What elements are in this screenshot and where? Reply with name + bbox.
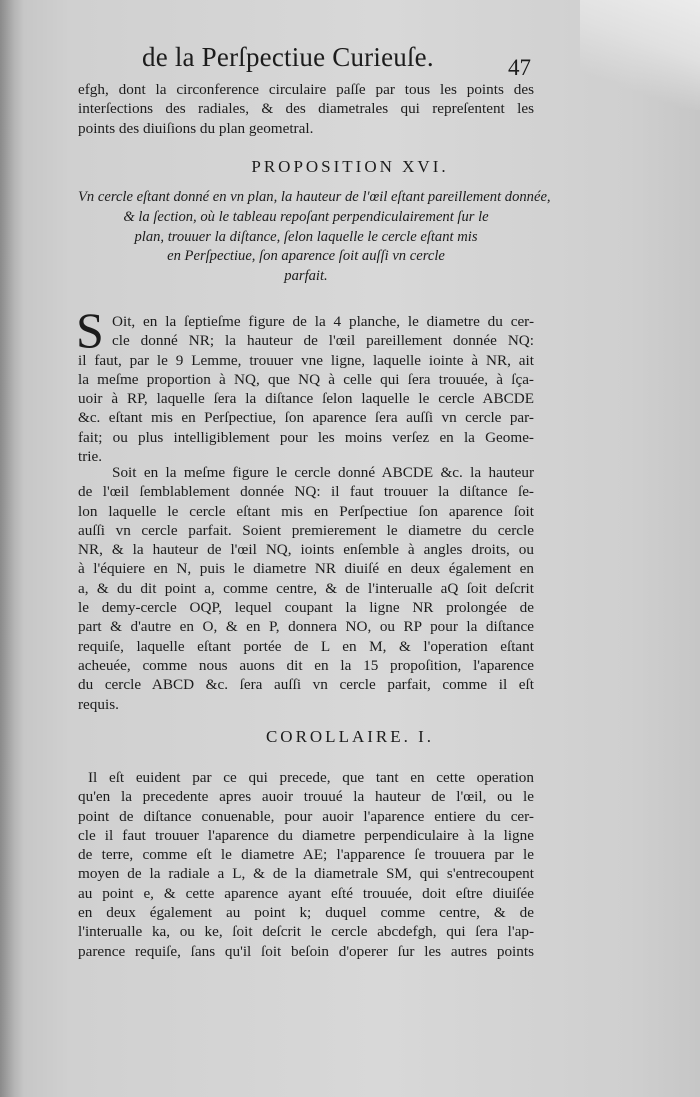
drop-cap: S xyxy=(76,302,104,358)
text-line: point de diſtance conuenable, pour auoir l'aparence entiere du cer- xyxy=(78,807,534,825)
text-line: part & d'autre en O, & en P, donnera NO, ou RP pour la diſtance xyxy=(78,618,534,636)
text-line: parence requiſe, ſans qu'il ſoit beſoin d'operer ſur les autres points xyxy=(78,942,534,960)
paragraph-2 xyxy=(78,463,534,714)
running-head: de la Perſpectiue Curieuſe. xyxy=(142,42,434,72)
page-number: 47 xyxy=(508,55,531,80)
text-line: moyen de la radiale a L, & de la diametrale SM, qui s'entrecoupent xyxy=(78,865,534,883)
intro-paragraph xyxy=(78,80,534,138)
text-line: interſections des radiales, & des diametrales qui repreſentent les xyxy=(78,100,534,118)
text-line: & la ſection, où le tableau repoſant perpendiculairement ſur le xyxy=(123,208,489,225)
text-line: la meſme proportion à NQ, que NQ à celle qui ſera trouuée, à ſça- xyxy=(78,370,534,388)
text-line: requiſe, laquelle eſtant portée de L en M, & l'operation eſtant xyxy=(78,637,534,655)
torn-corner xyxy=(580,0,700,110)
text-line: au point e, & cette aparence ayant eſté trouuée, doit eſtre diuiſée xyxy=(78,884,534,902)
text-line: NR, & la hauteur de l'œil NQ, ioints enſemble à angles droits, ou xyxy=(78,541,534,559)
text-line: &c. eſtant mis en Perſpectiue, ſon aparence ſera auſſi vn cercle par- xyxy=(78,409,534,427)
text-line: fait; ou plus intelligiblement pour les moins verſez en la Geome- xyxy=(78,428,534,446)
text-line: auſſi vn cercle parfait. Soient premierement le diametre du cercle xyxy=(78,521,534,539)
text-line: uoir à RP, laquelle ſera la diſtance ſelon laquelle le cercle ABCDE xyxy=(78,390,534,408)
text-line: en Perſpectiue, ſon aparence ſoit auſſi vn cercle xyxy=(167,248,445,265)
text-line: cle donné NR; la hauteur de l'œil pareillement donnée NQ: xyxy=(112,332,534,350)
text-line: points des diuiſions du plan geometral. xyxy=(78,119,314,137)
text-line: qu'en la precedente apres auoir trouué la hauteur de l'œil, ou le xyxy=(78,788,534,806)
text-line: il faut, par le 9 Lemme, trouuer vne ligne, laquelle iointe à NR, ait xyxy=(78,351,534,369)
text-line: de terre, comme eſt le diametre AE; l'apparence ſe trouuera par le xyxy=(78,846,534,864)
text-line: Vn cercle eſtant donné en vn plan, la hauteur de l'œil eſtant pareillement donnée, xyxy=(78,189,551,205)
text-line: le demy-cercle OQP, lequel coupant la ligne NR prolongée de xyxy=(78,599,534,617)
text-line: de l'œil ſemblablement donnée NQ: il faut trouuer la diſtance ſe- xyxy=(78,483,534,501)
text-line: du cercle ABCD &c. ſera auſſi vn cercle parfait, comme il eſt xyxy=(78,676,534,694)
text-line: Soit en la meſme figure le cercle donné ABCDE &c. la hauteur xyxy=(112,464,534,481)
text-line: en deux également au point k; duquel comme centre, & de xyxy=(78,904,534,922)
corollaire-heading: COROLLAIRE. I. xyxy=(265,727,435,746)
proposition-heading: PROPOSITION XVI. xyxy=(251,157,449,176)
text-line: acheuée, comme nous auons dit en la 15 propoſition, l'aparence xyxy=(78,656,534,674)
text-line: plan, trouuer la diſtance, ſelon laquelle le cercle eſtant mis xyxy=(134,228,478,245)
text-line: a, & du dit point a, comme centre, & de l'interualle aQ ſoit deſcrit xyxy=(78,579,534,597)
text-line: requis. xyxy=(78,695,119,713)
text-line: à l'équiere en N, puis le diametre NR diuiſé en deux également en xyxy=(78,560,534,578)
paragraph-1 xyxy=(78,312,534,466)
text-line: lon laquelle le cercle eſtant mis en Perſpectiue ſon aparence ſoit xyxy=(78,502,534,520)
text-line: efgh, dont la circonference circulaire paſſe par tous les points des xyxy=(78,81,534,98)
text-line: Il eſt euident par ce qui precede, que tant en cette operation xyxy=(88,769,534,786)
proposition-statement xyxy=(78,188,551,287)
text-line: Oit, en la ſeptieſme figure de la 4 planche, le diametre du cer- xyxy=(112,313,534,330)
text-line: cle il faut trouuer l'aparence du diametre perpendiculaire à la ligne xyxy=(78,826,534,844)
text-line: l'interualle ka, ou ke, ſoit deſcrit le cercle abcdefgh, qui ſera l'ap- xyxy=(78,923,534,941)
text-line: trie. xyxy=(78,448,103,466)
text-line: parfait. xyxy=(284,268,328,285)
paragraph-3 xyxy=(78,768,534,961)
